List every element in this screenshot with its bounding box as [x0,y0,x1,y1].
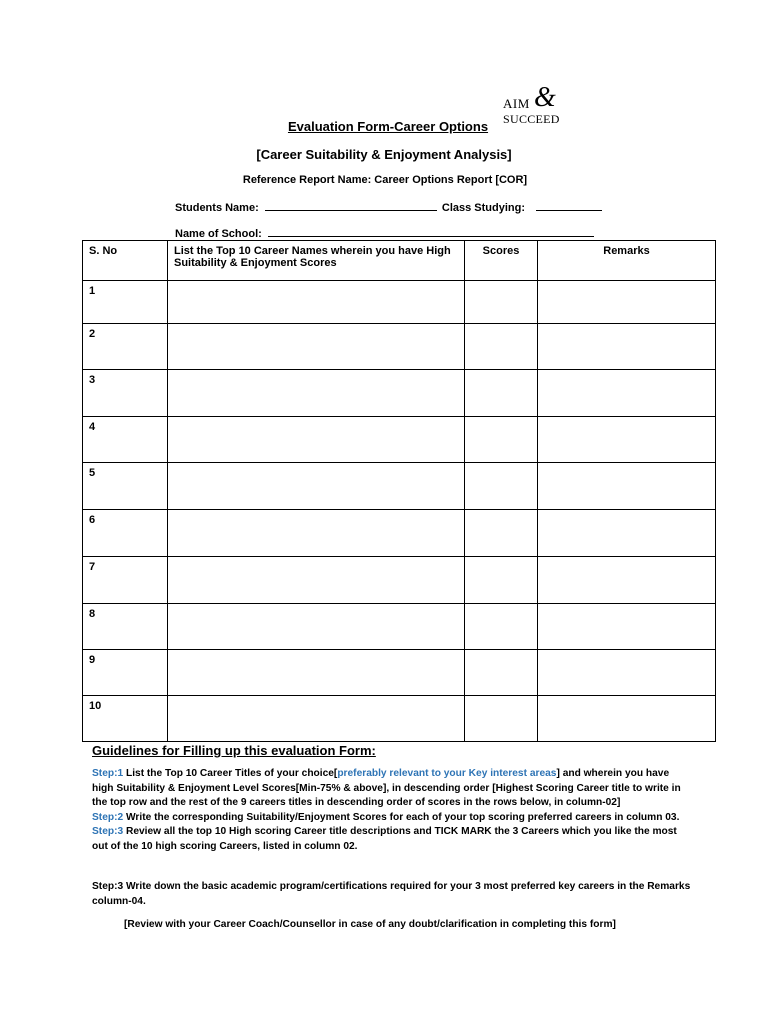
header-scores: Scores [465,241,538,281]
form-subtitle: [Career Suitability & Enjoyment Analysis] [256,147,512,162]
header-remarks: Remarks [538,241,716,281]
row-number: 6 [83,510,168,557]
row-number: 5 [83,463,168,510]
school-name-field[interactable] [268,226,594,237]
class-studying-field[interactable] [536,200,602,211]
score-cell[interactable] [465,696,538,742]
score-cell[interactable] [465,650,538,696]
table-row [83,650,716,696]
table-row [83,281,716,324]
score-cell[interactable] [465,510,538,557]
logo-text-succeed: SUCCEED [503,112,560,126]
career-name-cell[interactable] [168,417,465,463]
logo-text-aim: AIM [503,96,530,111]
remarks-cell[interactable] [538,696,716,742]
row-number: 7 [83,557,168,604]
logo-ampersand: & [534,82,556,113]
career-evaluation-table [82,240,716,742]
student-name-field[interactable] [265,200,437,211]
step1-text-b: ] and wherein you have high Suitability & Enjoyment Level Scores[Min-75% & above], in descending order [Highest Scoring Career title to write in the top row and the rest of the 9 careers titles in descending order of scores in the rows below, in column-02] [92,768,681,809]
school-info-line [175,226,594,240]
remarks-cell[interactable] [538,650,716,696]
guideline-steps-1-3 [92,767,692,855]
career-name-cell[interactable] [168,650,465,696]
row-number: 9 [83,650,168,696]
table-row [83,324,716,370]
score-cell[interactable] [465,557,538,604]
career-name-cell[interactable] [168,463,465,510]
step1-highlight: preferably relevant to your Key interest areas [337,768,557,779]
school-name-label: Name of School: [175,228,262,240]
row-number: 1 [83,281,168,324]
remarks-cell[interactable] [538,324,716,370]
score-cell[interactable] [465,281,538,324]
student-info-line [175,200,602,214]
step2-label: Step:2 [92,811,124,823]
step1-label: Step:1 [92,768,124,779]
row-number: 2 [83,324,168,370]
review-note: [Review with your Career Coach/Counsellor in case of any doubt/clarification in completing this form] [124,919,616,930]
guidelines-heading: Guidelines for Filling up this evaluation Form: [92,743,376,758]
score-cell[interactable] [465,324,538,370]
table-header-row [83,241,716,281]
row-number: 10 [83,696,168,742]
table-row [83,510,716,557]
score-cell[interactable] [465,417,538,463]
header-career-names: List the Top 10 Career Names wherein you have High Suitability & Enjoyment Scores [168,241,465,281]
remarks-cell[interactable] [538,417,716,463]
table-row [83,557,716,604]
score-cell[interactable] [465,463,538,510]
row-number: 3 [83,370,168,417]
career-name-cell[interactable] [168,696,465,742]
table-row [83,417,716,463]
remarks-cell[interactable] [538,370,716,417]
step1-text-a: List the Top 10 Career Titles of your choice[ [123,768,338,779]
table-row [83,370,716,417]
remarks-cell[interactable] [538,557,716,604]
student-name-label: Students Name: [175,202,259,214]
score-cell[interactable] [465,604,538,650]
step3-text: Review all the top 10 High scoring Career title descriptions and TICK MARK the 3 Careers which you like the most out of the 10 high scoring Careers, listed in column 02. [92,826,677,852]
table-row [83,604,716,650]
remarks-cell[interactable] [538,510,716,557]
career-name-cell[interactable] [168,604,465,650]
score-cell[interactable] [465,370,538,417]
career-name-cell[interactable] [168,324,465,370]
remarks-cell[interactable] [538,604,716,650]
row-number: 8 [83,604,168,650]
career-name-cell[interactable] [168,510,465,557]
header-sno: S. No [83,241,168,281]
class-studying-label: Class Studying: [441,202,525,214]
step2-text: Write the corresponding Suitability/Enjoyment Scores for each of your top scoring preferred careers in column 03. [123,811,680,823]
table-row [83,696,716,742]
form-title: Evaluation Form-Career Options [287,119,489,134]
step3-label: Step:3 [92,826,124,838]
career-name-cell[interactable] [168,370,465,417]
row-number: 4 [83,417,168,463]
reference-report: Reference Report Name: Career Options Report [COR] [242,174,528,186]
table-row [83,463,716,510]
remarks-cell[interactable] [538,281,716,324]
career-name-cell[interactable] [168,557,465,604]
career-name-cell[interactable] [168,281,465,324]
remarks-cell[interactable] [538,463,716,510]
guideline-step-4: Step:3 Write down the basic academic program/certifications required for your 3 most preferred key careers in the Remarks column-04. [92,881,691,907]
